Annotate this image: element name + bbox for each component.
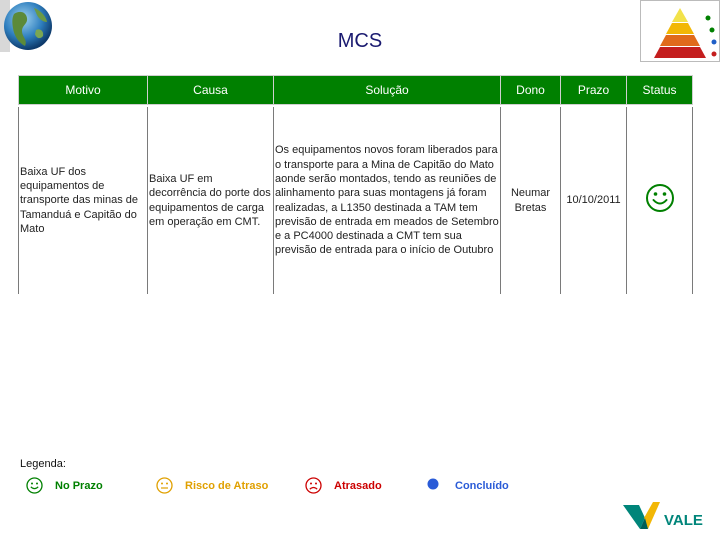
legend-item-no-prazo bbox=[26, 477, 103, 494]
cell-solucao: Os equipamentos novos foram liberados para o transporte para a Mina de Capitão do Mato aonde serão montados, tendo as reuniões de alinhamento para suas montagens já foram realizadas, a L1350 destinada a TAM tem previsão de entrada em meados de Setembro e a PC4000 destinada a CMT tem sua previsão de entrada para o início de Outubro bbox=[274, 107, 501, 294]
vale-logo-icon bbox=[620, 498, 720, 534]
smiley-neutral-icon bbox=[156, 477, 173, 494]
pyramid-diagram-icon bbox=[640, 0, 720, 62]
blue-dot-icon bbox=[426, 477, 443, 494]
legend-label-risco-de-atraso: Risco de Atraso bbox=[185, 479, 269, 492]
cell-status bbox=[627, 107, 693, 294]
column-header-status: Status bbox=[627, 76, 693, 105]
smiley-happy-icon bbox=[26, 477, 43, 494]
page-title: MCS bbox=[337, 30, 383, 52]
legend-item-atrasado bbox=[305, 477, 382, 494]
column-header-causa: Causa bbox=[148, 76, 274, 105]
legend-label-no-prazo: No Prazo bbox=[55, 479, 103, 492]
cell-motivo: Baixa UF dos equipamentos de transporte das minas de Tamanduá e Capitão do Mato bbox=[19, 107, 148, 294]
action-plan-table bbox=[18, 75, 693, 294]
table-row bbox=[19, 107, 693, 294]
legend-label-atrasado: Atrasado bbox=[334, 479, 382, 492]
cell-causa: Baixa UF em decorrência do porte dos equipamentos de carga em operação em CMT. bbox=[148, 107, 274, 294]
legend-item-risco-de-atraso bbox=[156, 477, 268, 494]
smiley-happy-icon bbox=[645, 183, 675, 213]
smiley-sad-icon bbox=[305, 477, 322, 494]
legend-label-concluido: Concluído bbox=[455, 479, 509, 492]
vale-logo-text: VALE bbox=[664, 512, 703, 529]
cell-prazo: 10/10/2011 bbox=[561, 107, 627, 294]
column-header-solucao: Solução bbox=[274, 76, 501, 105]
column-header-dono: Dono bbox=[501, 76, 561, 105]
column-header-prazo: Prazo bbox=[561, 76, 627, 105]
cell-dono: Neumar Bretas bbox=[501, 107, 561, 294]
table-header-row bbox=[19, 76, 693, 105]
legend-title: Legenda: bbox=[20, 458, 66, 470]
column-header-motivo: Motivo bbox=[19, 76, 148, 105]
legend-item-concluido bbox=[426, 477, 509, 494]
